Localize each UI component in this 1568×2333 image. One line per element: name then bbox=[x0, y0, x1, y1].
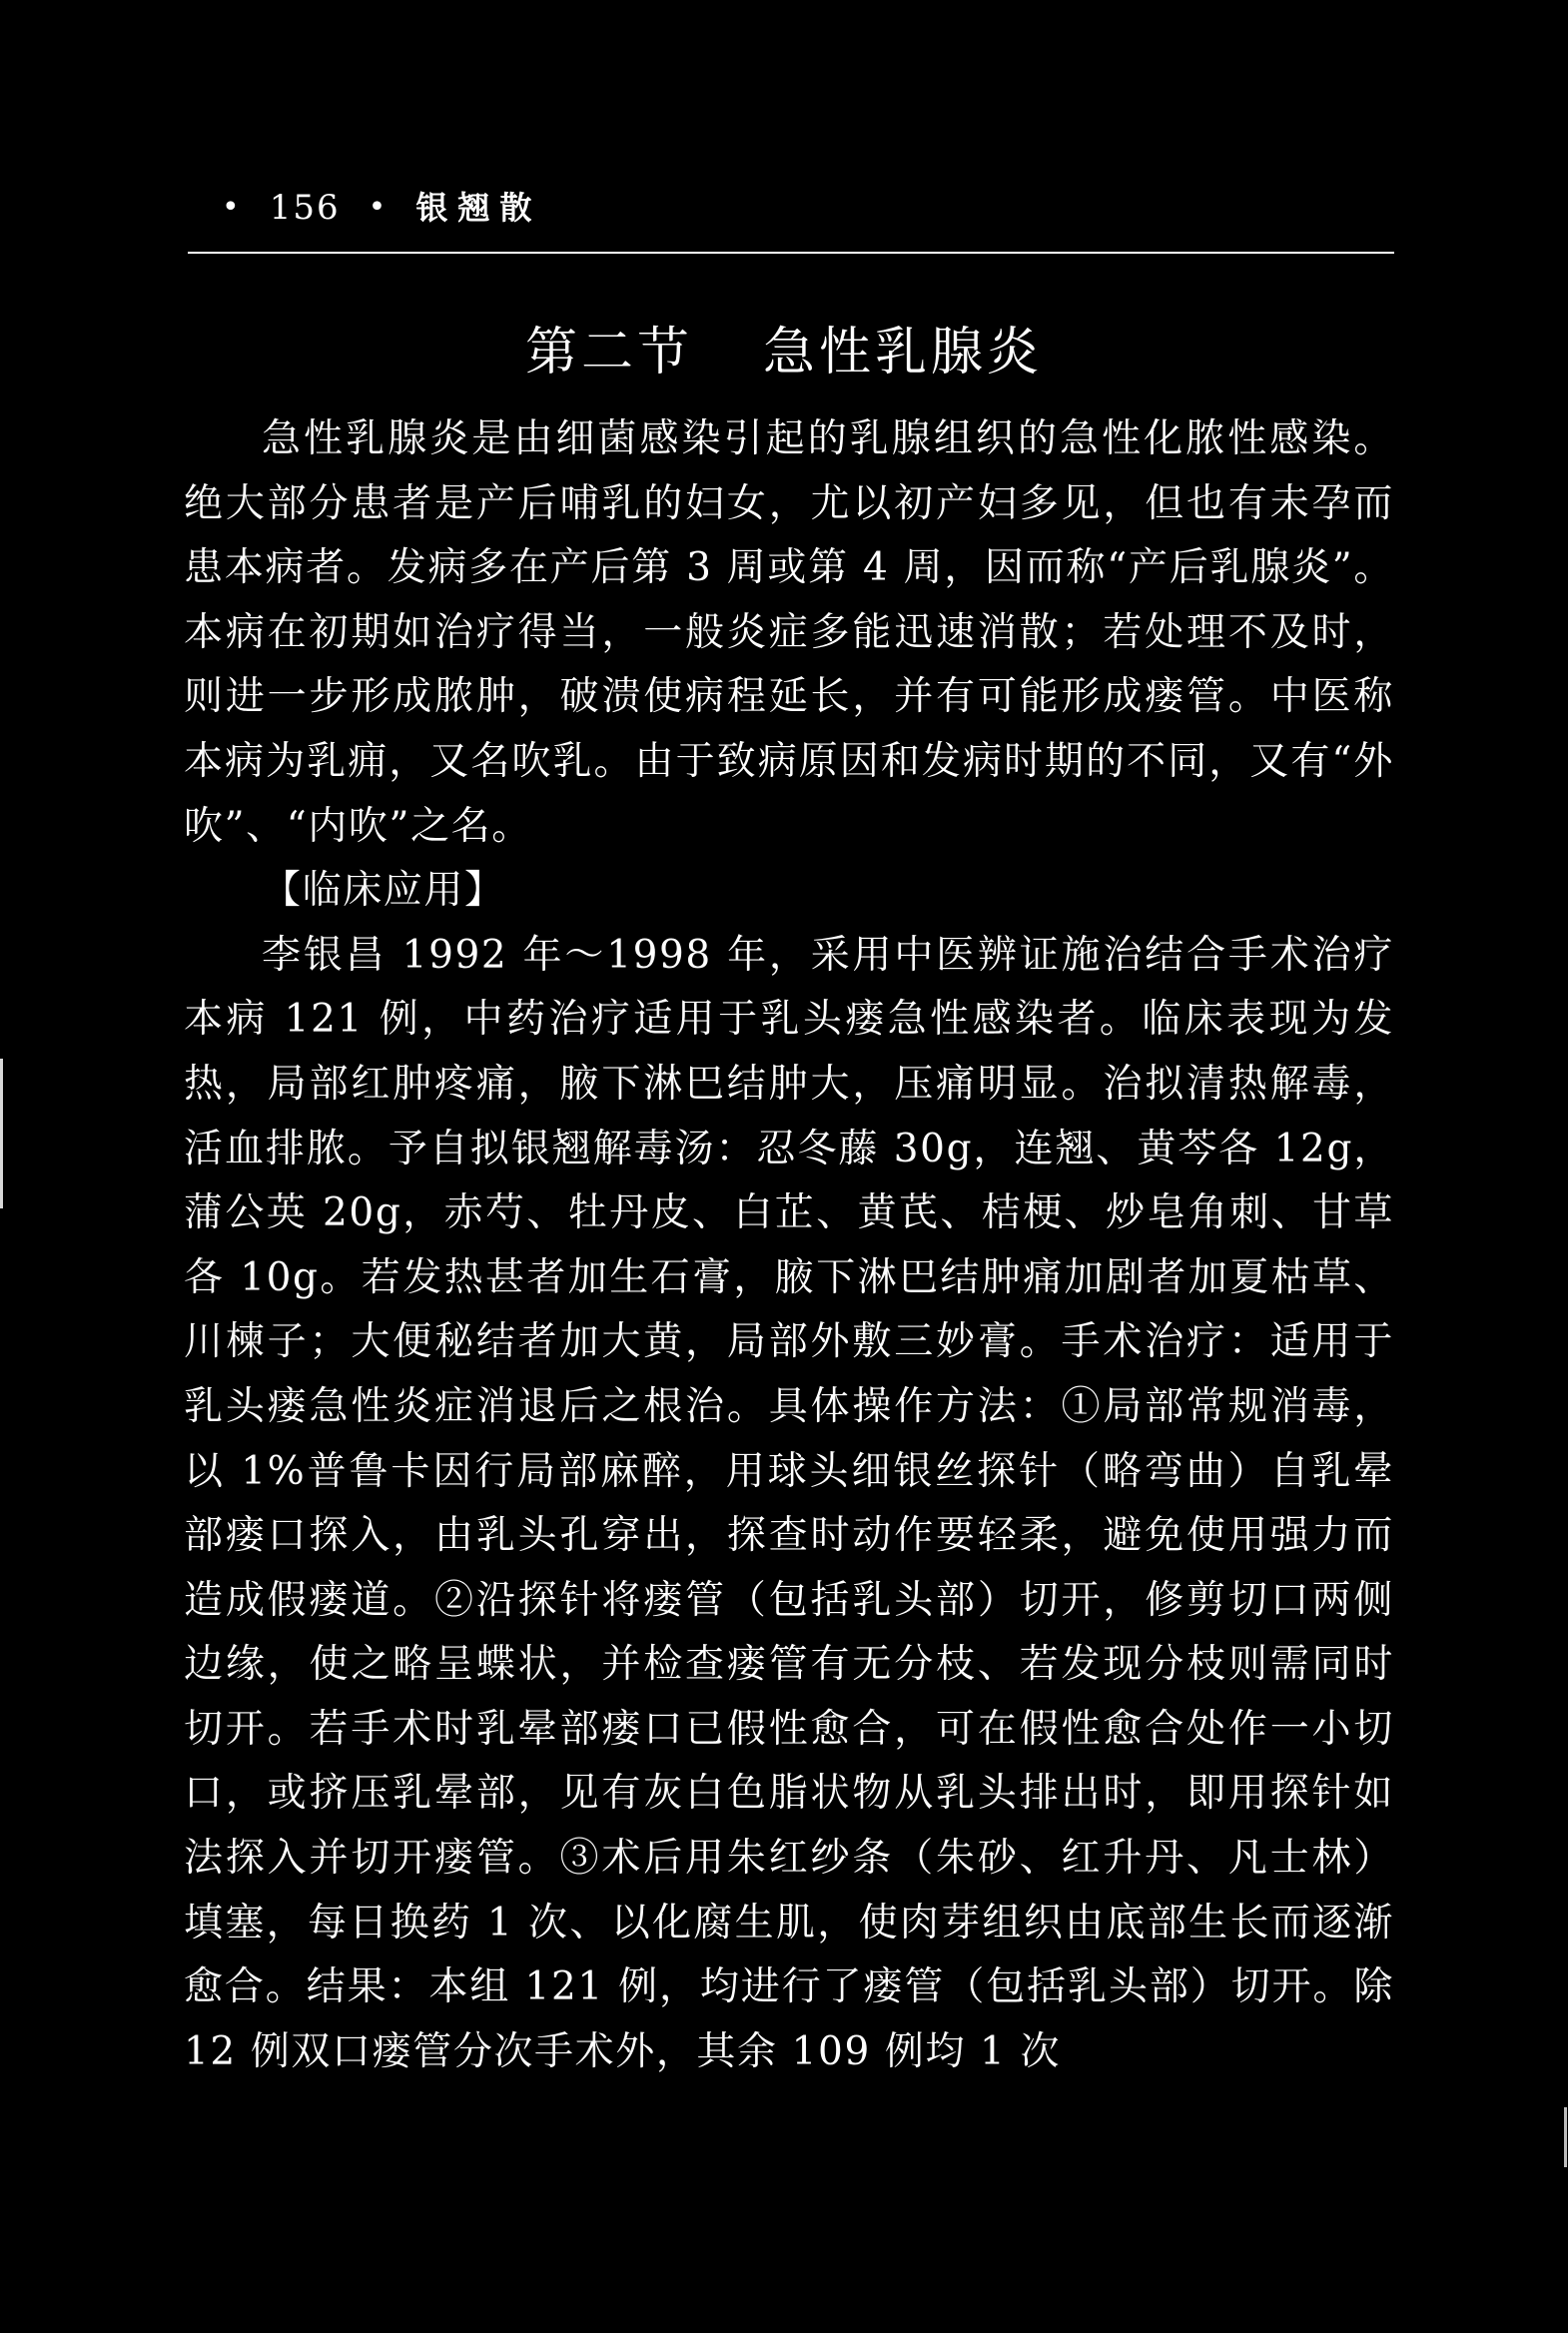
header-bullet-left: • bbox=[222, 190, 242, 225]
running-header bbox=[222, 182, 541, 234]
header-bullet-right: • bbox=[368, 190, 389, 225]
section-number: 第二节 bbox=[524, 323, 693, 383]
section-heading bbox=[0, 318, 1568, 388]
body-text bbox=[184, 407, 1394, 2084]
scan-edge-mark bbox=[0, 1059, 3, 1208]
clinical-application-heading: 【临床应用】 bbox=[262, 868, 505, 914]
section-title-text: 急性乳腺炎 bbox=[763, 323, 1044, 383]
scan-edge-mark-right bbox=[1564, 2107, 1567, 2167]
intro-paragraph: 急性乳腺炎是由细菌感染引起的乳腺组织的急性化脓性感染。绝大部分患者是产后哺乳的妇女，尤以初产妇多见，但也有未孕而患本病者。发病多在产后第 3 周或第 4 周，因而称“产后乳腺炎”。本病在初期如治疗得当，一般炎症多能迅速消散；若处理不及时，则进一步形成脓肿，破溃使病程延长，并有可能形成瘘管。中医称本病为乳痈，又名吹乳。由于致病原因和发病时期的不同，又有“外吹”、“内吹”之名。 bbox=[184, 416, 1394, 849]
clinical-case-paragraph: 李银昌 1992 年～1998 年，采用中医辨证施治结合手术治疗本病 121 例，中药治疗适用于乳头瘘急性感染者。临床表现为发热，局部红肿疼痛，腋下淋巴结肿大，压痛明显。治拟清热解毒，活血排脓。予自拟银翘解毒汤：忍冬藤 30g，连翘、黄芩各 12g，蒲公英 20g，赤芍、牡丹皮、白芷、黄芪、桔梗、炒皂角刺、甘草各 10g。若发热甚者加生石膏，腋下淋巴结肿痛加剧者加夏枯草、川楝子；大便秘结者加大黄，局部外敷三妙膏。手术治疗：适用于乳头瘘急性炎症消退后之根治。具体操作方法：①局部常规消毒，以 1%普鲁卡因行局部麻醉，用球头细银丝探针（略弯曲）自乳晕部瘘口探入，由乳头孔穿出，探查时动作要轻柔，避免使用强力而造成假瘘道。②沿探针将瘘管（包括乳头部）切开，修剪切口两侧边缘，使之略呈蝶状，并检查瘘管有无分枝、若发现分枝则需同时切开。若手术时乳晕部瘘口已假性愈合，可在假性愈合处作一小切口，或挤压乳晕部，见有灰白色脂状物从乳头排出时，即用探针如法探入并切开瘘管。③术后用朱红纱条（朱砂、红升丹、凡士林）填塞，每日换药 1 次、以化腐生肌，使肉芽组织由底部生长而逐渐愈合。结果：本组 121 例，均进行了瘘管（包括乳头部）切开。除 12 例双口瘘管分次手术外，其余 109 例均 1 次 bbox=[184, 932, 1394, 2074]
page-number: 156 bbox=[269, 188, 341, 228]
book-title: 银翘散 bbox=[415, 189, 542, 227]
header-rule bbox=[188, 252, 1394, 254]
